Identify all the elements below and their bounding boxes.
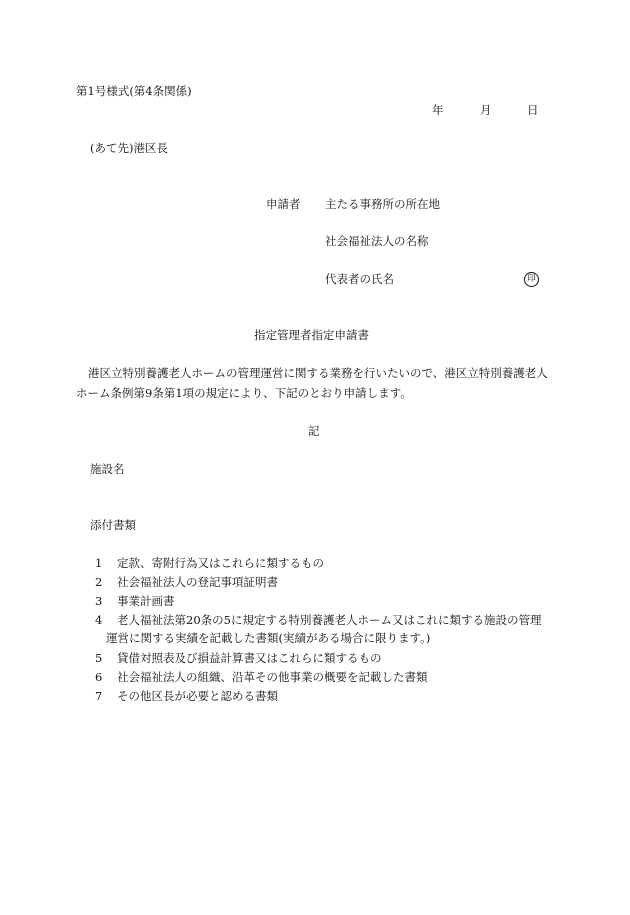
attachment-item — [95, 686, 565, 706]
attachment-number: 4 — [95, 613, 103, 627]
attachment-item — [95, 591, 565, 611]
seal-text: 印 — [524, 272, 539, 287]
attachment-text: 社会福祉法人の組織、沿革その他事業の概要を記載した書類 — [117, 670, 428, 684]
facility-label: 施設名 — [90, 462, 125, 476]
attachment-text: 老人福祉法第20条の5に規定する特別養護老人ホーム又はこれに類する施設の管理 — [117, 613, 542, 627]
attachment-item — [95, 648, 565, 668]
attachment-text: 定款、寄附行為又はこれらに類するもの — [117, 556, 324, 570]
attachment-number: 2 — [95, 575, 103, 589]
attachment-number: 5 — [95, 651, 103, 665]
date-day: 日 — [527, 103, 539, 117]
attachments-label: 添付書類 — [90, 518, 136, 532]
document-title: 指定管理者指定申請書 — [254, 328, 369, 342]
seal-mark — [524, 272, 539, 287]
form-label: 第1号様式(第4条関係) — [76, 84, 192, 98]
date-year: 年 — [432, 103, 444, 117]
attachment-number: 6 — [95, 670, 103, 684]
attachment-text: 事業計画書 — [117, 594, 175, 608]
representative-label: 代表者の氏名 — [325, 272, 394, 286]
attachment-text: その他区長が必要と認める書類 — [117, 689, 278, 703]
attachment-text: 貸借対照表及び損益計算書又はこれらに類するもの — [117, 651, 382, 665]
attachment-text: 社会福祉法人の登記事項証明書 — [117, 575, 278, 589]
ki-heading: 記 — [308, 424, 320, 438]
applicant-label: 申請者 — [266, 197, 301, 211]
address-label: 主たる事務所の所在地 — [325, 197, 440, 211]
corp-name-label: 社会福祉法人の名称 — [325, 234, 429, 248]
date-month: 月 — [480, 103, 492, 117]
attachment-number: 3 — [95, 594, 103, 608]
attachment-number: 7 — [95, 689, 103, 703]
body-paragraph: 港区立特別養護老人ホームの管理運営に関する業務を行いたいので、港区立特別養護老人ホーム条例第9条第1項の規定により、下記のとおり申請します。 — [76, 366, 548, 400]
attachment-continuation: 運営に関する実績を記載した書類(実績がある場合に限ります。) — [106, 631, 431, 645]
addressee: (あて先)港区長 — [90, 141, 168, 155]
attachment-item — [95, 610, 565, 630]
attachment-item — [95, 572, 565, 592]
attachment-number: 1 — [95, 556, 103, 570]
attachment-item — [95, 667, 565, 687]
attachment-item — [95, 553, 565, 573]
